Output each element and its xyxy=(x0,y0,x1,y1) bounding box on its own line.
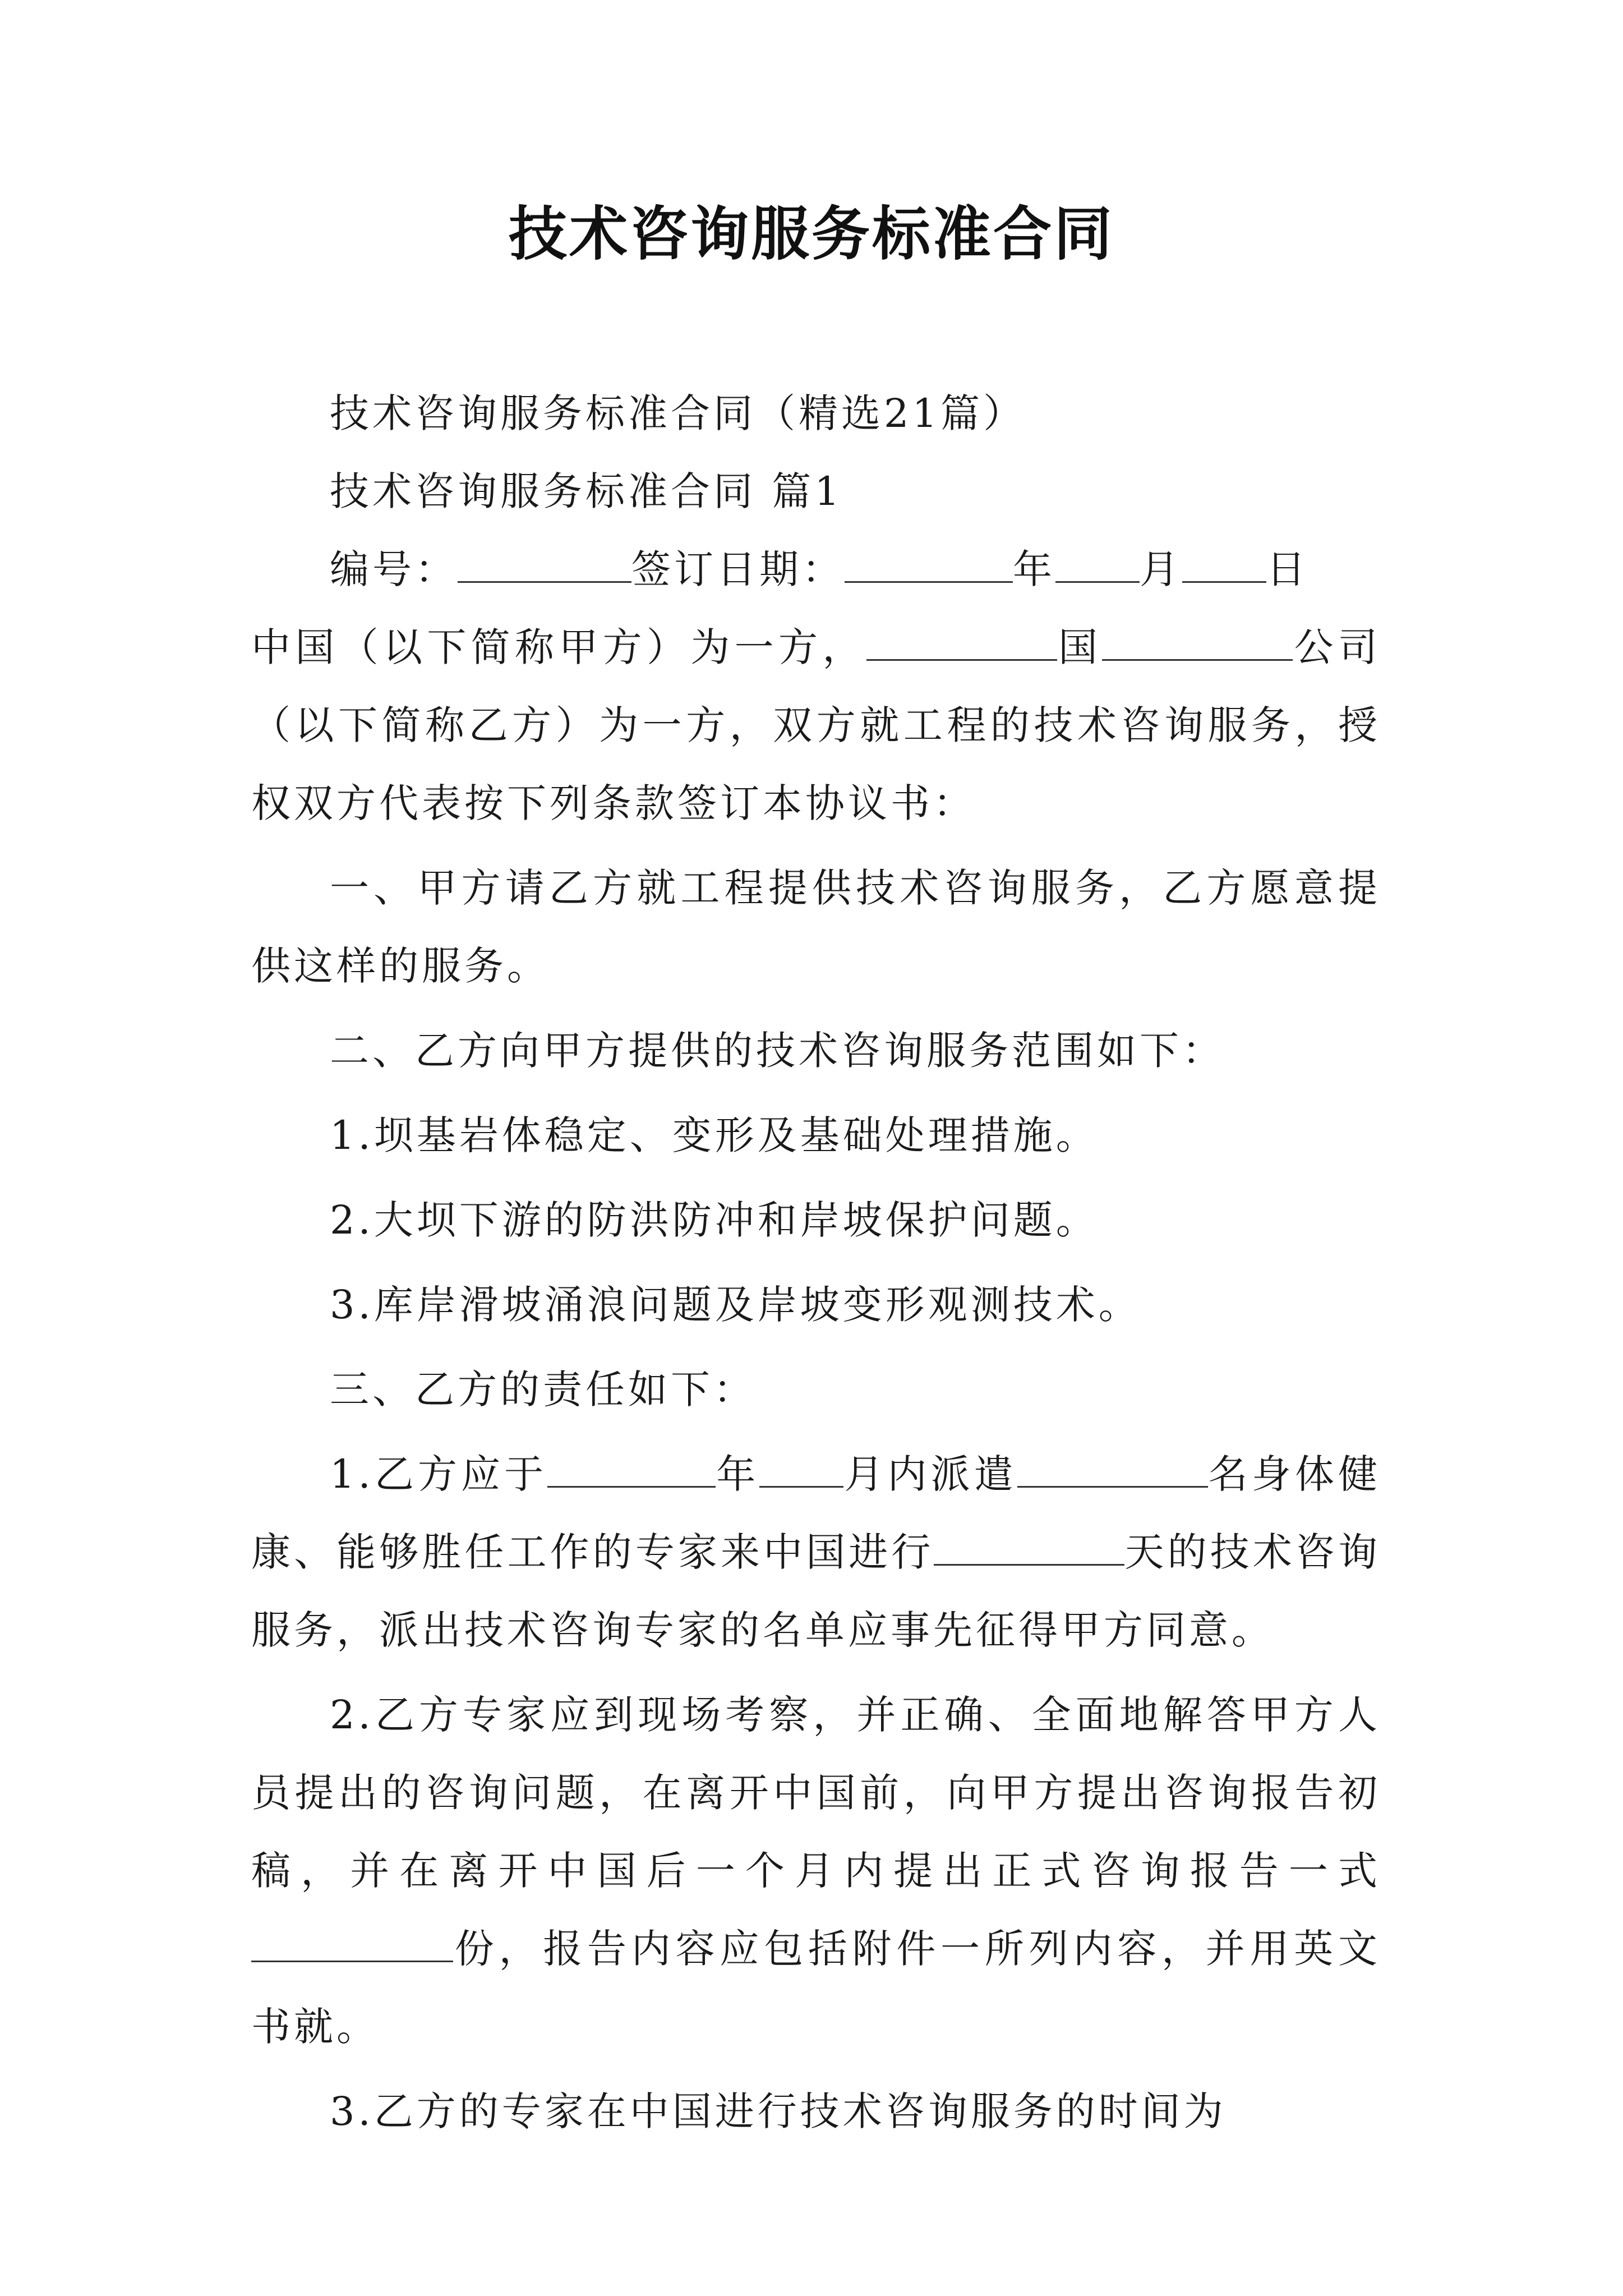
document-body xyxy=(251,375,1381,2151)
clause-3-item-2 xyxy=(251,1676,1381,2066)
number-label: 编号： xyxy=(330,546,458,592)
clause-2-item: 1.坝基岩体稳定、变形及基础处理措施。 xyxy=(330,1112,1099,1158)
document-subtitle: 技术咨询服务标准合同（精选21篇） xyxy=(330,390,1026,436)
count-blank xyxy=(1017,1452,1208,1488)
day-blank xyxy=(1182,547,1266,583)
days-blank xyxy=(934,1530,1124,1566)
clause-3-item-1-text-e: 天的技术咨询服务，派出技术咨询专家的名单应事先征得甲方同意。 xyxy=(251,1529,1381,1653)
month-blank xyxy=(759,1452,843,1488)
clause-3-item-2-text-b: 份，报告内容应包括附件一所列内容，并用英文书就。 xyxy=(251,1926,1381,2050)
clause-1: 一、甲方请乙方就工程提供技术咨询服务，乙方愿意提供这样的服务。 xyxy=(251,865,1381,989)
clause-2-item: 2.大坝下游的防洪防冲和岸坡保护问题。 xyxy=(330,1197,1099,1243)
sign-date-label: 签订日期： xyxy=(631,546,845,592)
party-a-text: 中国（以下简称甲方）为一方， xyxy=(251,624,866,670)
company-blank xyxy=(1102,625,1293,661)
document-title: 技术咨询服务标准合同 xyxy=(508,200,1114,268)
copies-blank xyxy=(251,1927,453,1962)
month-blank xyxy=(1055,547,1140,583)
contract-header-line xyxy=(251,531,1381,609)
day-label: 日 xyxy=(1266,546,1309,592)
number-blank xyxy=(458,547,631,583)
clause-3-heading: 三、乙方的责任如下： xyxy=(330,1366,756,1412)
clause-3-item-1-text-a: 1.乙方应于 xyxy=(330,1451,548,1497)
year-blank xyxy=(845,547,1013,583)
clause-3-item-1-text-b: 年 xyxy=(716,1451,760,1497)
parties-paragraph xyxy=(251,609,1381,843)
clause-3-item-3: 3.乙方的专家在中国进行技术咨询服务的时间为 xyxy=(330,2088,1227,2134)
clause-3-item-1 xyxy=(251,1435,1381,1669)
month-label: 月 xyxy=(1140,546,1182,592)
clause-3-item-1-text-c: 月内派遣 xyxy=(843,1451,1017,1497)
year-label: 年 xyxy=(1013,546,1055,592)
clause-2-heading: 二、乙方向甲方提供的技术咨询服务范围如下： xyxy=(330,1028,1225,1074)
year-blank xyxy=(547,1452,716,1488)
clause-3-item-1-text-d: 名身体健康、能够胜任工作的专家来中国进行 xyxy=(251,1451,1381,1575)
country-blank xyxy=(866,625,1057,661)
party-b-text: 公司（以下简称乙方）为一方，双方就工程的技术咨询服务，授权双方代表按下列条款签订本协议书： xyxy=(251,624,1381,826)
country-label: 国 xyxy=(1057,624,1103,670)
clause-3-item-2-text-a: 2.乙方专家应到现场考察，并正确、全面地解答甲方人员提出的咨询问题，在离开中国前，向甲方提出咨询报告初稿，并在离开中国后一个月内提出正式咨询报告一式 xyxy=(251,1692,1381,1894)
clause-2-item: 3.库岸滑坡涌浪问题及岸坡变形观测技术。 xyxy=(330,1282,1141,1328)
section-heading: 技术咨询服务标准合同 篇1 xyxy=(330,468,843,514)
